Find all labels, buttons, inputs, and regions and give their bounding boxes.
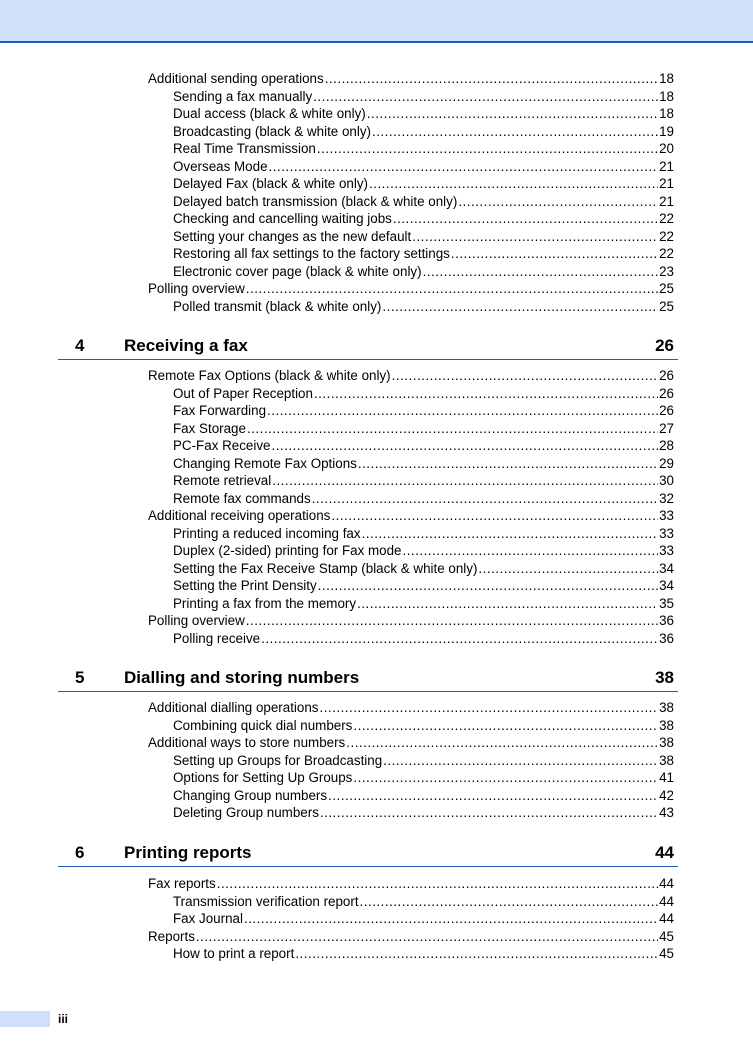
toc-entry-page: 33 xyxy=(659,543,674,558)
dot-leader xyxy=(393,210,658,228)
toc-entry-title: Combining quick dial numbers xyxy=(173,717,353,733)
toc-entry-title: Additional ways to store numbers xyxy=(148,735,346,750)
dot-leader xyxy=(402,542,658,560)
footer-accent-bar xyxy=(0,1011,50,1027)
toc-entry-page: 30 xyxy=(659,473,674,488)
toc-entry-title: Polling receive xyxy=(173,630,261,646)
toc-entry[interactable] xyxy=(148,105,674,123)
toc-entry-title: Remote fax commands xyxy=(173,490,311,506)
toc-entry-page: 38 xyxy=(659,700,674,715)
chapter-heading[interactable] xyxy=(58,842,678,867)
toc-entry-title: Delayed Fax (black & white only) xyxy=(173,176,368,191)
toc-entry-page: 45 xyxy=(659,928,674,944)
toc-section xyxy=(148,70,674,315)
toc-entry[interactable] xyxy=(148,525,674,543)
toc-entry[interactable] xyxy=(148,875,674,893)
toc-entry-title: Setting the Fax Receive Stamp (black & white only) xyxy=(173,560,478,576)
dot-leader xyxy=(244,910,658,928)
toc-entry-page: 38 xyxy=(659,752,674,768)
dot-leader xyxy=(353,717,658,735)
chapter-title: Dialling and storing numbers xyxy=(124,668,360,687)
toc-entry-page: 27 xyxy=(659,420,674,436)
dot-leader xyxy=(331,507,658,525)
toc-entry[interactable] xyxy=(148,490,674,508)
toc-entry-title: Changing Group numbers xyxy=(173,787,328,803)
chapter-heading[interactable] xyxy=(58,335,678,360)
dot-leader xyxy=(246,612,658,630)
toc-entry-page: 43 xyxy=(659,805,674,820)
toc-entry[interactable] xyxy=(148,280,674,298)
dot-leader xyxy=(451,245,658,263)
toc-entry[interactable] xyxy=(148,228,674,246)
toc-entry-title: PC-Fax Receive xyxy=(173,438,271,453)
chapter-number: 4 xyxy=(75,336,85,355)
toc-entry-title: Remote Fax Options (black & white only) xyxy=(148,368,391,383)
chapter-page: 26 xyxy=(655,336,674,355)
toc-entry-title: Additional sending operations xyxy=(148,71,324,86)
toc-entry[interactable] xyxy=(148,717,674,735)
dot-leader xyxy=(392,367,658,385)
toc-entry-title: Transmission verification report xyxy=(173,893,359,909)
toc-entry[interactable] xyxy=(148,804,674,822)
dot-leader xyxy=(217,875,658,893)
toc-entry[interactable] xyxy=(148,542,674,560)
dot-leader xyxy=(261,630,658,648)
toc-entry[interactable] xyxy=(148,385,674,403)
chapter-number: 5 xyxy=(75,668,85,687)
toc-entry[interactable] xyxy=(148,402,674,420)
toc-entry[interactable] xyxy=(148,70,674,88)
toc-entry[interactable] xyxy=(148,595,674,613)
toc-entry[interactable] xyxy=(148,734,674,752)
toc-entry-page: 26 xyxy=(659,403,674,418)
toc-entry-page: 19 xyxy=(659,123,674,139)
chapter-title: Receiving a fax xyxy=(124,336,248,355)
toc-entry[interactable] xyxy=(148,787,674,805)
toc-entry-title: Remote retrieval xyxy=(173,473,272,488)
toc-entry-title: Additional receiving operations xyxy=(148,508,331,523)
page-number: iii xyxy=(58,1012,69,1026)
toc-entry-title: Fax Forwarding xyxy=(173,403,267,418)
dot-leader xyxy=(313,88,658,106)
toc-entry-title: Out of Paper Reception xyxy=(173,385,313,401)
toc-section xyxy=(148,367,674,647)
toc-section xyxy=(148,699,674,822)
toc-entry-page: 18 xyxy=(659,106,674,121)
toc-entry[interactable] xyxy=(148,472,674,490)
toc-entry[interactable] xyxy=(148,420,674,438)
dot-leader xyxy=(317,140,658,158)
toc-entry[interactable] xyxy=(148,437,674,455)
toc-entry-page: 22 xyxy=(659,246,674,261)
dot-leader xyxy=(319,699,658,717)
dot-leader xyxy=(357,595,658,613)
toc-entry[interactable] xyxy=(148,88,674,106)
dot-leader xyxy=(383,752,658,770)
toc-entry[interactable] xyxy=(148,193,674,211)
toc-entry[interactable] xyxy=(148,263,674,281)
toc-entry-title: Fax reports xyxy=(148,876,216,891)
toc-entry-page: 44 xyxy=(659,876,674,891)
toc-entry-page: 44 xyxy=(659,893,674,909)
dot-leader xyxy=(314,385,658,403)
toc-entry-title: Restoring all fax settings to the factory settings xyxy=(173,246,450,261)
toc-entry-page: 44 xyxy=(659,911,674,926)
toc-entry-page: 42 xyxy=(659,787,674,803)
header-banner xyxy=(0,0,753,43)
toc-entry-title: Checking and cancelling waiting jobs xyxy=(173,211,392,226)
dot-leader xyxy=(312,490,658,508)
toc-entry-title: Broadcasting (black & white only) xyxy=(173,123,371,139)
toc-entry[interactable] xyxy=(148,612,674,630)
toc-entry-title: Overseas Mode xyxy=(173,158,268,174)
toc-entry-title: Deleting Group numbers xyxy=(173,805,319,820)
dot-leader xyxy=(295,945,658,963)
dot-leader xyxy=(346,734,658,752)
toc-entry-title: Setting up Groups for Broadcasting xyxy=(173,752,383,768)
toc-entry-title: Reports xyxy=(148,928,195,944)
toc-entry-page: 41 xyxy=(659,770,674,785)
dot-leader xyxy=(367,105,658,123)
toc-entry-page: 33 xyxy=(659,525,674,541)
toc-entry-title: Duplex (2-sided) printing for Fax mode xyxy=(173,543,402,558)
chapter-page: 44 xyxy=(655,843,674,862)
toc-entry-title: Polling overview xyxy=(148,613,245,628)
chapter-heading[interactable] xyxy=(58,667,678,692)
chapter-page: 38 xyxy=(655,668,674,687)
toc-entry-page: 45 xyxy=(659,946,674,961)
dot-leader xyxy=(267,402,658,420)
toc-entry[interactable] xyxy=(148,560,674,578)
toc-entry-title: Sending a fax manually xyxy=(173,88,313,104)
toc-entry-title: Dual access (black & white only) xyxy=(173,106,366,121)
toc-entry[interactable] xyxy=(148,245,674,263)
dot-leader xyxy=(362,525,659,543)
toc-entry-title: Setting the Print Density xyxy=(173,578,317,593)
dot-leader xyxy=(358,455,658,473)
toc-entry[interactable] xyxy=(148,298,674,316)
dot-leader xyxy=(318,577,658,595)
dot-leader xyxy=(271,437,658,455)
toc-entry[interactable] xyxy=(148,577,674,595)
dot-leader xyxy=(325,70,658,88)
toc-entry-title: Changing Remote Fax Options xyxy=(173,455,357,471)
dot-leader xyxy=(372,123,658,141)
dot-leader xyxy=(369,175,658,193)
toc-entry[interactable] xyxy=(148,140,674,158)
toc-entry-page: 36 xyxy=(659,630,674,646)
toc-entry-page: 28 xyxy=(659,438,674,453)
toc-entry-title: Printing a fax from the memory xyxy=(173,595,357,611)
toc-entry-title: Real Time Transmission xyxy=(173,141,316,156)
toc-entry[interactable] xyxy=(148,210,674,228)
dot-leader xyxy=(353,769,658,787)
toc-entry-title: Polling overview xyxy=(148,281,245,296)
dot-leader xyxy=(247,420,658,438)
toc-entry-page: 38 xyxy=(659,735,674,750)
chapter-title: Printing reports xyxy=(124,843,252,862)
dot-leader xyxy=(246,280,658,298)
toc-entry-page: 26 xyxy=(659,385,674,401)
toc-entry[interactable] xyxy=(148,945,674,963)
toc-entry-page: 34 xyxy=(659,560,674,576)
toc-entry-page: 35 xyxy=(659,595,674,611)
toc-entry-title: Delayed batch transmission (black & white only) xyxy=(173,193,458,209)
toc-entry-page: 18 xyxy=(659,88,674,104)
toc-entry-page: 25 xyxy=(659,298,674,314)
toc-entry-page: 25 xyxy=(659,281,674,296)
toc-entry[interactable] xyxy=(148,455,674,473)
dot-leader xyxy=(272,472,658,490)
toc-entry-title: Printing a reduced incoming fax xyxy=(173,525,361,541)
toc-entry-page: 22 xyxy=(659,228,674,244)
toc-entry-page: 26 xyxy=(659,368,674,383)
toc-entry[interactable] xyxy=(148,893,674,911)
dot-leader xyxy=(360,893,659,911)
toc-entry[interactable] xyxy=(148,769,674,787)
toc-entry-page: 21 xyxy=(659,193,674,209)
toc-entry[interactable] xyxy=(148,630,674,648)
toc-entry-title: Options for Setting Up Groups xyxy=(173,770,353,785)
dot-leader xyxy=(196,928,658,946)
dot-leader xyxy=(328,787,658,805)
toc-entry-title: Setting your changes as the new default xyxy=(173,228,412,244)
dot-leader xyxy=(412,228,658,246)
toc-entry-title: How to print a report xyxy=(173,946,295,961)
toc-entry[interactable] xyxy=(148,928,674,946)
toc-entry[interactable] xyxy=(148,175,674,193)
toc-entry-title: Additional dialling operations xyxy=(148,700,319,715)
toc-entry-page: 32 xyxy=(659,490,674,506)
toc-entry-page: 29 xyxy=(659,455,674,471)
toc-entry-page: 21 xyxy=(659,176,674,191)
toc-entry-page: 34 xyxy=(659,578,674,593)
dot-leader xyxy=(423,263,659,281)
toc-entry-page: 23 xyxy=(659,263,674,279)
toc-entry[interactable] xyxy=(148,507,674,525)
dot-leader xyxy=(382,298,658,316)
toc-entry[interactable] xyxy=(148,699,674,717)
toc-entry-page: 20 xyxy=(659,141,674,156)
toc-entry[interactable] xyxy=(148,910,674,928)
dot-leader xyxy=(478,560,658,578)
toc-entry[interactable] xyxy=(148,158,674,176)
toc-entry[interactable] xyxy=(148,367,674,385)
toc-entry[interactable] xyxy=(148,123,674,141)
toc-entry-page: 21 xyxy=(659,158,674,174)
toc-entry-page: 22 xyxy=(659,211,674,226)
toc-entry-page: 38 xyxy=(659,717,674,733)
toc-section xyxy=(148,875,674,963)
toc-entry[interactable] xyxy=(148,752,674,770)
chapter-number: 6 xyxy=(75,843,85,862)
toc-entry-title: Fax Journal xyxy=(173,911,243,926)
toc-entry-title: Electronic cover page (black & white only) xyxy=(173,263,422,279)
dot-leader xyxy=(269,158,659,176)
toc-entry-page: 36 xyxy=(659,613,674,628)
toc-entry-title: Fax Storage xyxy=(173,420,246,436)
dot-leader xyxy=(320,804,658,822)
toc-entry-title: Polled transmit (black & white only) xyxy=(173,298,382,314)
toc-entry-page: 18 xyxy=(659,71,674,86)
toc-entry-page: 33 xyxy=(659,508,674,523)
dot-leader xyxy=(458,193,658,211)
